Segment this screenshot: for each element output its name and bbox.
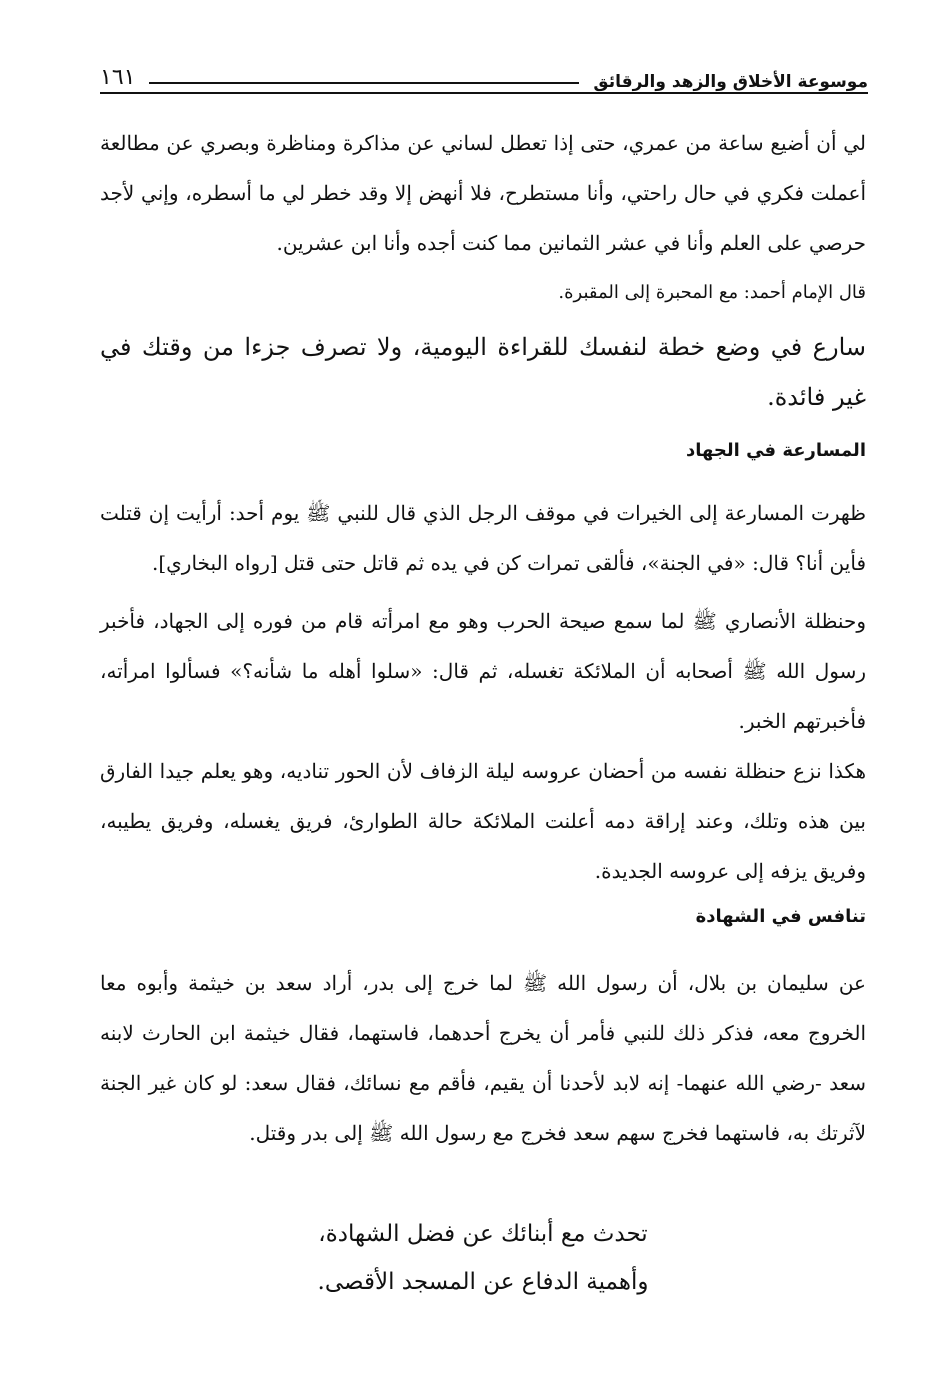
page-number: ١٦١ [100,65,136,90]
paragraph-6: هكذا نزع حنظلة نفسه من أحضان عروسه ليلة الزفاف لأن الحور تناديه، وهو يعلم جيدا الفارق بين هذه وتلك، وعند إراقة دمه أعلنت الملائكة حالة الطوارئ، فريق يغسله، وفريق يطيبه، وفريق يزفه إلى عروسه الجديدة. [100,759,866,883]
heading-1-block [100,440,866,461]
paragraph-7-block [100,958,866,1158]
paragraph-1: لي أن أضيع ساعة من عمري، حتى إذا تعطل لساني عن مذاكرة ومناظرة وبصري عن مطالعة أعملت فكري في حال راحتي، وأنا مستطرح، فلا أنهض إلا وقد خطر لي ما أسطره، وإني لأجد حرصي على العلم وأنا في عشر الثمانين مما كنت أجده وأنا ابن عشرين. [100,131,866,255]
section-heading-martyrdom: تنافس في الشهادة [695,906,866,927]
header-rule [149,82,579,84]
paragraph-4: ظهرت المسارعة إلى الخيرات في موقف الرجل الذي قال للنبي ﷺ يوم أحد: أرأيت إن قتلت فأين أنا؟ قال: «في الجنة»، فألقى تمرات كن في يده ثم قاتل حتى قتل [رواه البخاري]. [100,501,866,575]
paragraph-5: وحنظلة الأنصاري ﷺ لما سمع صيحة الحرب وهو مع امرأته قام من فوره إلى الجهاد، فأخبر رسول الله ﷺ أصحابه أن الملائكة تغسله، ثم قال: «سلوا أهله ما شأنه؟» فسألوا امرأته، فأخبرتهم الخبر. [100,609,866,733]
paragraph-7: عن سليمان بن بلال، أن رسول الله ﷺ لما خرج إلى بدر، أراد سعد بن خيثمة وأبوه معا الخروج معه، فذكر ذلك للنبي فأمر أن يخرج أحدهما، فاستهما، فقال خيثمة ابن الحارث لابنه سعد -رضي الله عنهما- إنه لابد لأحدنا أن يقيم، فأقم مع نسائك، فقال سعد: لو كان غير الجنة لآثرتك به، فاستهما فخرج سهم سعد فخرج مع رسول الله ﷺ إلى بدر وقتل. [100,971,866,1145]
page-header-area [100,52,868,94]
closing-line-2: وأهمية الدفاع عن المسجد الأقصى. [317,1269,649,1295]
closing-line-1: تحدث مع أبنائك عن فضل الشهادة، [318,1221,648,1247]
paragraph-3: سارع في وضع خطة لنفسك للقراءة اليومية، ولا تصرف جزءا من وقتك في غير فائدة. [100,333,866,411]
book-title: موسوعة الأخلاق والزهد والرقائق [593,72,868,92]
paragraph-4-block [100,488,866,588]
heading-2-block [100,906,866,927]
closing-note [100,1210,866,1306]
running-header [100,52,868,94]
section-heading-jihad: المسارعة في الجهاد [686,440,866,461]
paragraph-5-block [100,596,866,746]
paragraph-2: قال الإمام أحمد: مع المحبرة إلى المقبرة. [558,282,866,303]
paragraph-2-block [100,268,866,318]
paragraph-3-block [100,322,866,422]
paragraph-1-block [100,118,866,268]
paragraph-6-block [100,746,866,896]
